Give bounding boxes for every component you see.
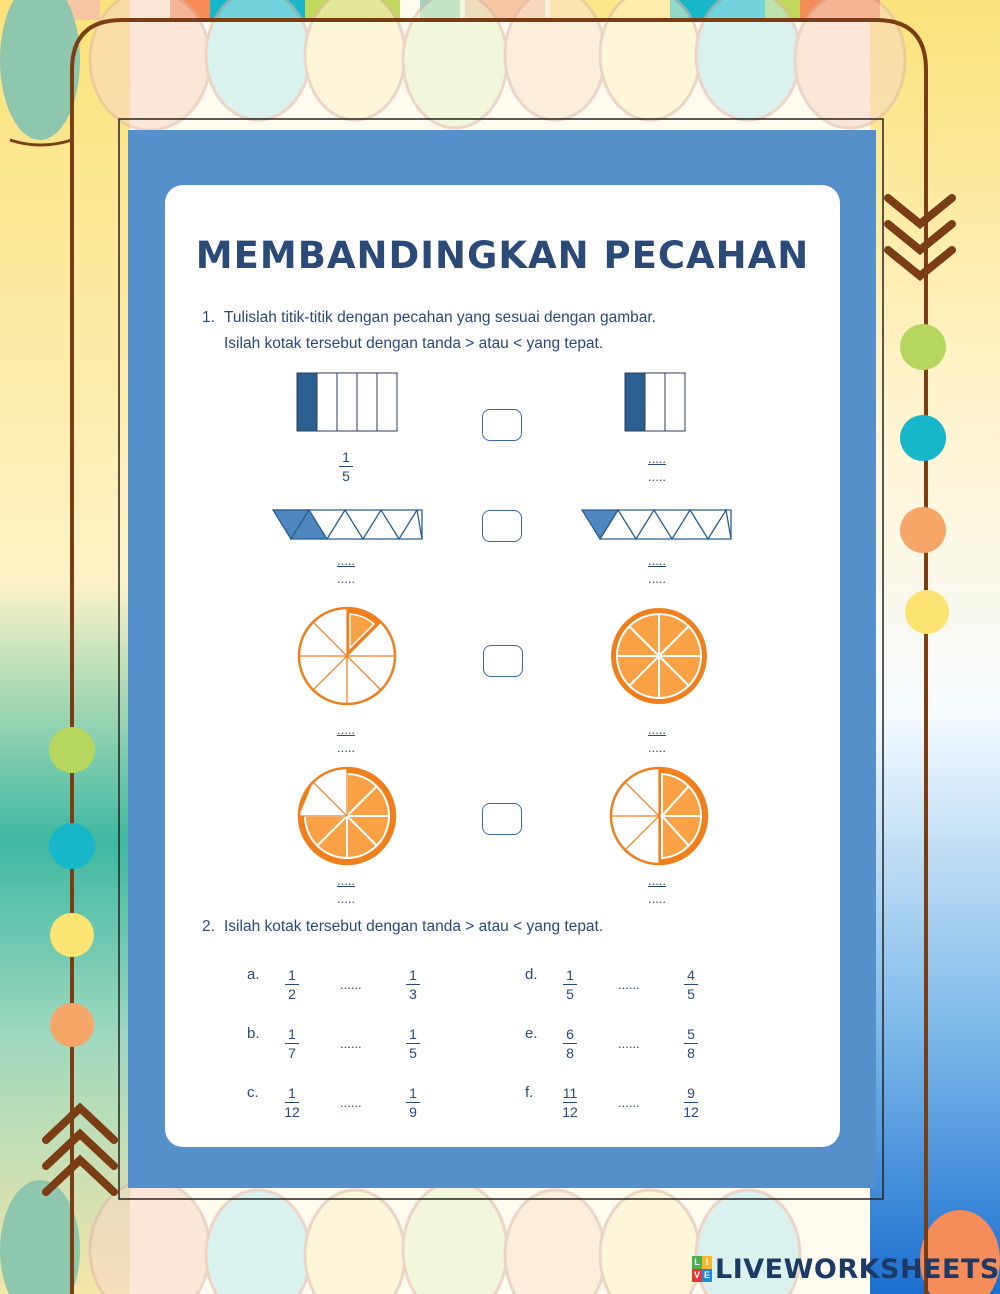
compare-box-2[interactable] xyxy=(482,510,522,542)
item-c-fraction-right: 1 9 xyxy=(393,1084,433,1121)
item-c-fraction-left: 1 12 xyxy=(284,1085,300,1120)
orange-whole xyxy=(609,606,709,706)
compare-box-3[interactable] xyxy=(483,645,523,677)
section1-instruction-line1: Tulislah titik-titik dengan pecahan yang sesuai dengan gambar. xyxy=(224,309,656,326)
fraction-blank-4-right[interactable]: ..... ..... xyxy=(647,873,667,906)
fraction-blank-3-left[interactable]: ..... ..... xyxy=(336,722,356,755)
triangle-strip-right xyxy=(581,509,733,541)
item-d-fraction-left: 1 5 xyxy=(550,966,590,1003)
triangle-strip-left xyxy=(272,509,424,541)
fraction-blank-1-right[interactable]: ..... ..... xyxy=(647,451,667,484)
section1-instruction-line2: Isilah kotak tersebut dengan tanda > atau < yang tepat. xyxy=(224,335,604,352)
item-f-fraction-right: 9 12 xyxy=(683,1085,699,1120)
item-d-label: d. xyxy=(525,966,538,983)
fraction-one-fifth: 1 5 xyxy=(326,448,366,485)
item-f-fraction-left: 11 12 xyxy=(562,1085,578,1120)
item-c-blank[interactable]: ...... xyxy=(340,1095,362,1110)
item-d-blank[interactable]: ...... xyxy=(618,977,640,992)
compare-box-4[interactable] xyxy=(482,803,522,835)
item-f-label: f. xyxy=(525,1084,534,1101)
rectangle-fifths xyxy=(296,372,399,432)
orange-four-eighths xyxy=(609,766,709,866)
page-title: MEMBANDINGKAN PECAHAN xyxy=(195,234,810,277)
item-a-blank[interactable]: ...... xyxy=(340,977,362,992)
liveworksheets-wordmark: LIVEWORKSHEETS xyxy=(715,1253,1000,1285)
item-f-blank[interactable]: ...... xyxy=(618,1095,640,1110)
liveworksheets-logo xyxy=(692,1252,1000,1286)
section2-instruction: Isilah kotak tersebut dengan tanda > atau < yang tepat. xyxy=(224,918,604,935)
fraction-blank-2-left[interactable]: ..... ..... xyxy=(336,553,356,586)
item-a-label: a. xyxy=(247,966,260,983)
liveworksheets-mark-icon: L I V E xyxy=(693,1257,710,1280)
item-e-fraction-left: 6 8 xyxy=(550,1025,590,1062)
item-e-fraction-right: 5 8 xyxy=(671,1025,711,1062)
compare-box-1[interactable] xyxy=(482,409,522,441)
section1-number: 1. xyxy=(202,309,215,326)
section2-number: 2. xyxy=(202,918,215,935)
orange-six-eighths xyxy=(297,766,397,866)
item-b-blank[interactable]: ...... xyxy=(340,1036,362,1051)
item-e-blank[interactable]: ...... xyxy=(618,1036,640,1051)
item-c-label: c. xyxy=(247,1084,259,1101)
item-a-fraction-left: 1 2 xyxy=(272,966,312,1003)
item-b-label: b. xyxy=(247,1025,260,1042)
item-b-fraction-right: 1 5 xyxy=(393,1025,433,1062)
fraction-blank-4-left[interactable]: ..... ..... xyxy=(336,873,356,906)
item-d-fraction-right: 4 5 xyxy=(671,966,711,1003)
item-a-fraction-right: 1 3 xyxy=(393,966,433,1003)
fraction-blank-3-right[interactable]: ..... ..... xyxy=(647,722,667,755)
item-b-fraction-left: 1 7 xyxy=(272,1025,312,1062)
orange-one-eighth xyxy=(297,606,397,706)
rectangle-thirds xyxy=(624,372,687,432)
item-e-label: e. xyxy=(525,1025,538,1042)
fraction-blank-2-right[interactable]: ..... ..... xyxy=(647,553,667,586)
